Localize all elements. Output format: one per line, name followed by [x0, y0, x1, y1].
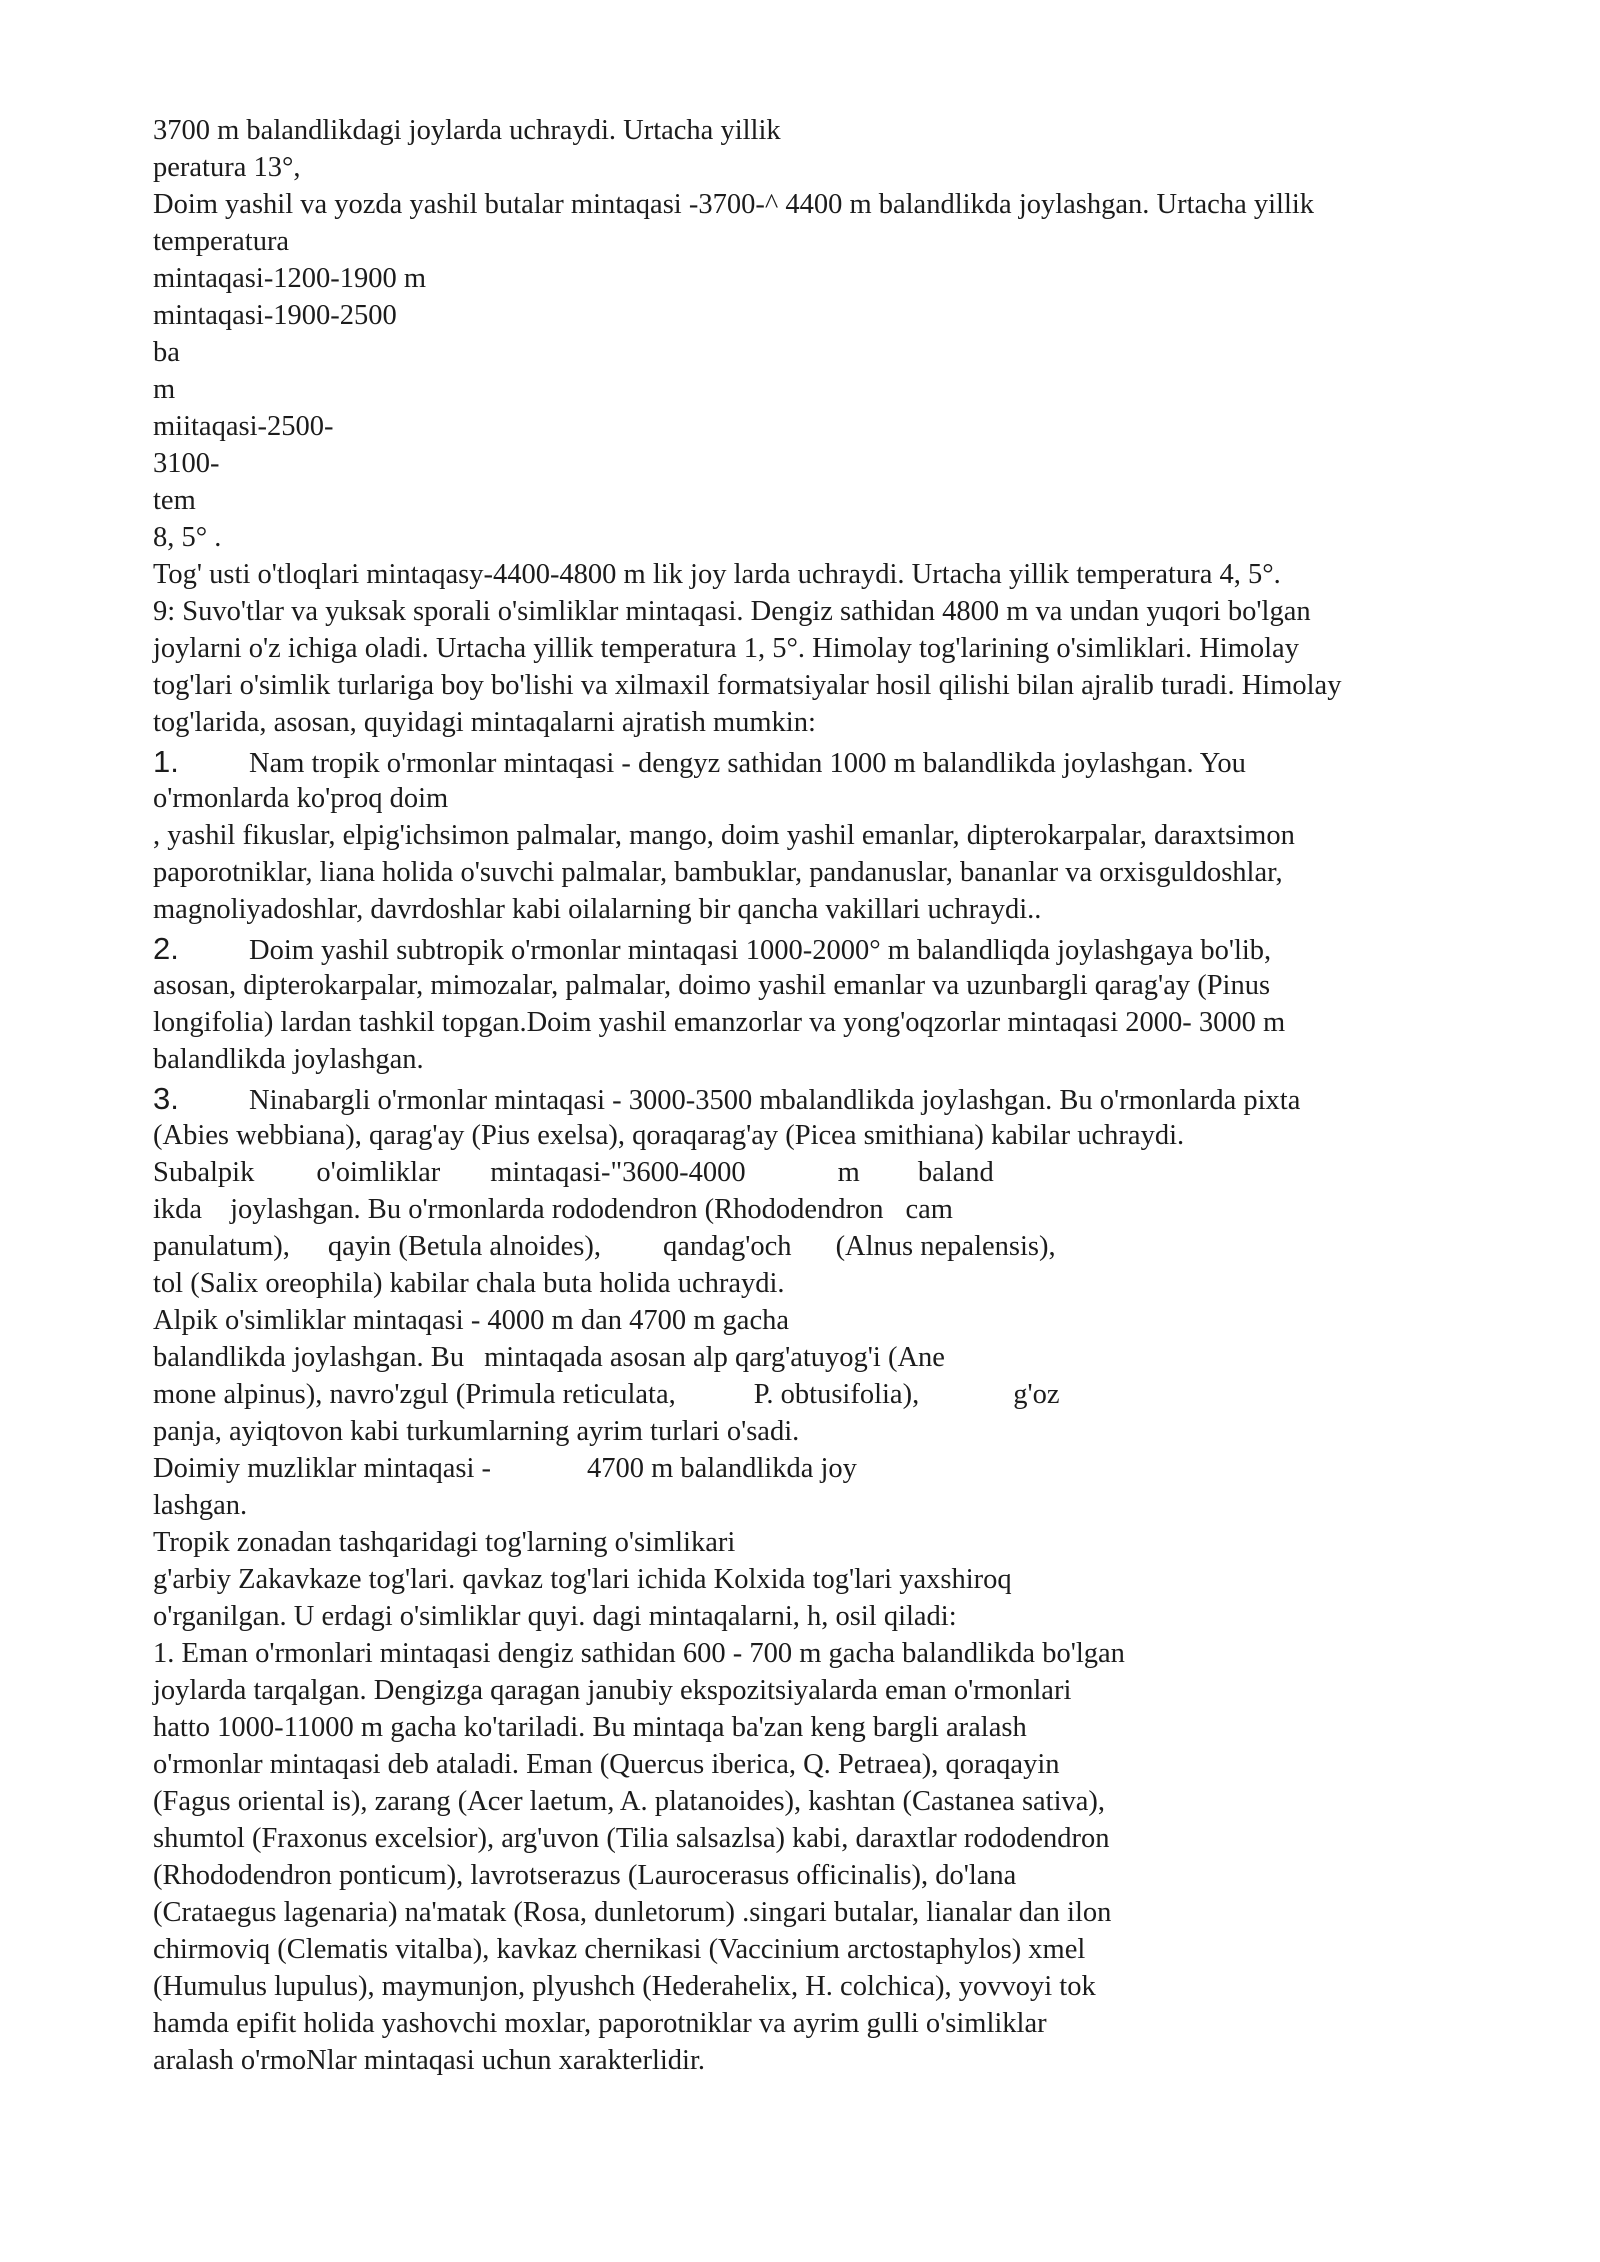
- text-line: 3100-: [153, 448, 220, 479]
- text-line: Tog' usti o'tloqlari mintaqasy-4400-4800 m lik joy larda uchraydi. Urtacha yillik temperatura 4, 5°.: [153, 559, 1281, 590]
- alpine-line-3: [153, 1376, 1513, 1413]
- text-line: o'rganilgan. U erdagi o'simliklar quyi. dagi mintaqalarni, h, osil qiladi:: [153, 1601, 957, 1632]
- alpine-line-2: [153, 1339, 1513, 1376]
- text-fragment: Doimiy muzliklar mintaqasi -: [153, 1453, 491, 1484]
- list-item-3: [153, 1080, 1513, 1117]
- text-line: peratura 13°,: [153, 152, 301, 183]
- text-fragment: P. obtusifolia),: [753, 1379, 920, 1410]
- text-fragment: joylashgan. Bu o'rmonlarda rododendron (Rhododendron: [230, 1194, 884, 1225]
- text-fragment: m: [837, 1157, 860, 1188]
- document-page: [153, 112, 1513, 2079]
- text-line: tem: [153, 485, 196, 516]
- text-fragment: Subalpik: [153, 1157, 255, 1188]
- text-line: (Humulus lupulus), maymunjon, plyushch (Hederahelix, H. colchica), yovvoyi tok: [153, 1971, 1096, 2002]
- text-line: panja, ayiqtovon kabi turkumlarning ayrim turlari o'sadi.: [153, 1416, 800, 1447]
- text-fragment: qandag'och: [662, 1231, 792, 1262]
- text-line: chirmoviq (Clematis vitalba), kavkaz chernikasi (Vaccinium arctostaphylos) xmel: [153, 1934, 1086, 1965]
- text-line: Alpik o'simliklar mintaqasi - 4000 m dan 4700 m gacha: [153, 1305, 789, 1336]
- list-number: 2.: [153, 931, 179, 966]
- text-line: (Rhododendron ponticum), lavrotserazus (Laurocerasus officinalis), do'lana: [153, 1860, 1017, 1891]
- list-number: 1.: [153, 744, 179, 779]
- text-fragment: mintaqasi-"3600-4000: [490, 1157, 746, 1188]
- text-line: tol (Salix oreophila) kabilar chala buta holida uchraydi.: [153, 1268, 785, 1299]
- text-line: (Crataegus lagenaria) na'matak (Rosa, dunletorum) .singari butalar, lianalar dan ilon: [153, 1897, 1112, 1928]
- text-line: Tropik zonadan tashqaridagi tog'larning o'simlikari: [153, 1527, 736, 1558]
- text-fragment: ikda: [153, 1194, 203, 1225]
- list-text: Doim yashil subtropik o'rmonlar mintaqasi 1000-2000° m balandliqda joylashgaya bo'lib,: [249, 935, 1272, 966]
- list-text: Nam tropik o'rmonlar mintaqasi - dengyz sathidan 1000 m balandlikda joylashgan. You: [249, 748, 1246, 779]
- text-line: o'rmonlar mintaqasi deb ataladi. Eman (Quercus iberica, Q. Petraea), qoraqayin: [153, 1749, 1060, 1780]
- text-line: o'rmonlarda ko'proq doim: [153, 783, 449, 814]
- subalpine-line-3: [153, 1228, 1513, 1265]
- text-fragment: g'oz: [1013, 1379, 1060, 1410]
- text-line: joylarda tarqalgan. Dengizga qaragan janubiy ekspozitsiyalarda eman o'rmonlari: [153, 1675, 1072, 1706]
- text-line: (Fagus oriental is), zarang (Acer laetum, A. platanoides), kashtan (Castanea sativa),: [153, 1786, 1106, 1817]
- text-line: longifolia) lardan tashkil topgan.Doim yashil emanzorlar va yong'oqzorlar mintaqasi 2000- 3000 m: [153, 1007, 1286, 1038]
- subalpine-line-1: [153, 1154, 1513, 1191]
- text-line: mintaqasi-1200-1900 m: [153, 263, 427, 294]
- text-line: , yashil fikuslar, elpig'ichsimon palmalar, mango, doim yashil emanlar, dipterokarpalar, daraxtsimon: [153, 820, 1295, 851]
- text-fragment: mintaqada asosan alp qarg'atuyog'i (Ane: [484, 1342, 945, 1373]
- text-line: m: [153, 374, 176, 405]
- text-line: g'arbiy Zakavkaze tog'lari. qavkaz tog'lari ichida Kolxida tog'lari yaxshiroq: [153, 1564, 1012, 1595]
- text-line: tog'larida, asosan, quyidagi mintaqalarni ajratish mumkin:: [153, 707, 816, 738]
- text-fragment: mone alpinus), navro'zgul (Primula reticulata,: [153, 1379, 676, 1410]
- text-fragment: panulatum),: [153, 1231, 290, 1262]
- text-line: shumtol (Fraxonus excelsior), arg'uvon (Tilia salsazlsa) kabi, daraxtlar rododendron: [153, 1823, 1110, 1854]
- text-fragment: (Alnus nepalensis),: [835, 1231, 1056, 1262]
- text-line: temperatura: [153, 226, 290, 257]
- text-line: mintaqasi-1900-2500: [153, 300, 397, 331]
- text-fragment: o'oimliklar: [316, 1157, 441, 1188]
- text-line: balandlikda joylashgan.: [153, 1044, 424, 1075]
- text-line: miitaqasi-2500-: [153, 411, 334, 442]
- text-line: 1. Eman o'rmonlari mintaqasi dengiz sathidan 600 - 700 m gacha balandlikda bo'lgan: [153, 1638, 1125, 1669]
- text-fragment: qayin (Betula alnoides),: [327, 1231, 601, 1262]
- text-fragment: balandlikda joylashgan. Bu: [153, 1342, 465, 1373]
- text-line: magnoliyadoshlar, davrdoshlar kabi oilalarning bir qancha vakillari uchraydi..: [153, 894, 1042, 925]
- text-line: Doim yashil va yozda yashil butalar mintaqasi -3700-^ 4400 m balandlikda joylashgan. Urtacha yillik: [153, 189, 1315, 220]
- list-item-1: [153, 743, 1513, 780]
- text-line: lashgan.: [153, 1490, 248, 1521]
- text-line: 9: Suvo'tlar va yuksak sporali o'simliklar mintaqasi. Dengiz sathidan 4800 m va undan yuqori bo'lgan: [153, 596, 1311, 627]
- text-line: joylarni o'z ichiga oladi. Urtacha yillik temperatura 1, 5°. Himolay tog'larining o'simliklari. Himolay: [153, 633, 1299, 664]
- list-text: Ninabargli o'rmonlar mintaqasi - 3000-3500 mbalandlikda joylashgan. Bu o'rmonlarda pixta: [249, 1085, 1301, 1116]
- list-item-2: [153, 930, 1513, 967]
- text-line: tog'lari o'simlik turlariga boy bo'lishi va xilmaxil formatsiyalar hosil qilishi bilan ajralib turadi. Himolay: [153, 670, 1342, 701]
- text-line: 8, 5° .: [153, 522, 222, 553]
- list-number: 3.: [153, 1081, 179, 1116]
- text-line: hatto 1000-11000 m gacha ko'tariladi. Bu mintaqa ba'zan keng bargli aralash: [153, 1712, 1027, 1743]
- text-line: aralash o'rmoNlar mintaqasi uchun xarakterlidir.: [153, 2045, 705, 2076]
- text-fragment: cam: [905, 1194, 953, 1225]
- text-line: (Abies webbiana), qarag'ay (Pius exelsa), qoraqarag'ay (Picea smithiana) kabilar uchraydi.: [153, 1120, 1185, 1151]
- glacier-line-1: [153, 1450, 1513, 1487]
- text-fragment: 4700 m balandlikda joy: [586, 1453, 857, 1484]
- text-line: asosan, dipterokarpalar, mimozalar, palmalar, doimo yashil emanlar va uzunbargli qarag'ay (Pinus: [153, 970, 1271, 1001]
- text-line: ba: [153, 337, 180, 368]
- text-line: paporotniklar, liana holida o'suvchi palmalar, bambuklar, pandanuslar, bananlar va orxisguldoshlar,: [153, 857, 1283, 888]
- subalpine-line-2: [153, 1191, 1513, 1228]
- text-line: hamda epifit holida yashovchi moxlar, paporotniklar va ayrim gulli o'simliklar: [153, 2008, 1047, 2039]
- text-line: 3700 m balandlikdagi joylarda uchraydi. Urtacha yillik: [153, 115, 781, 146]
- text-fragment: baland: [917, 1157, 994, 1188]
